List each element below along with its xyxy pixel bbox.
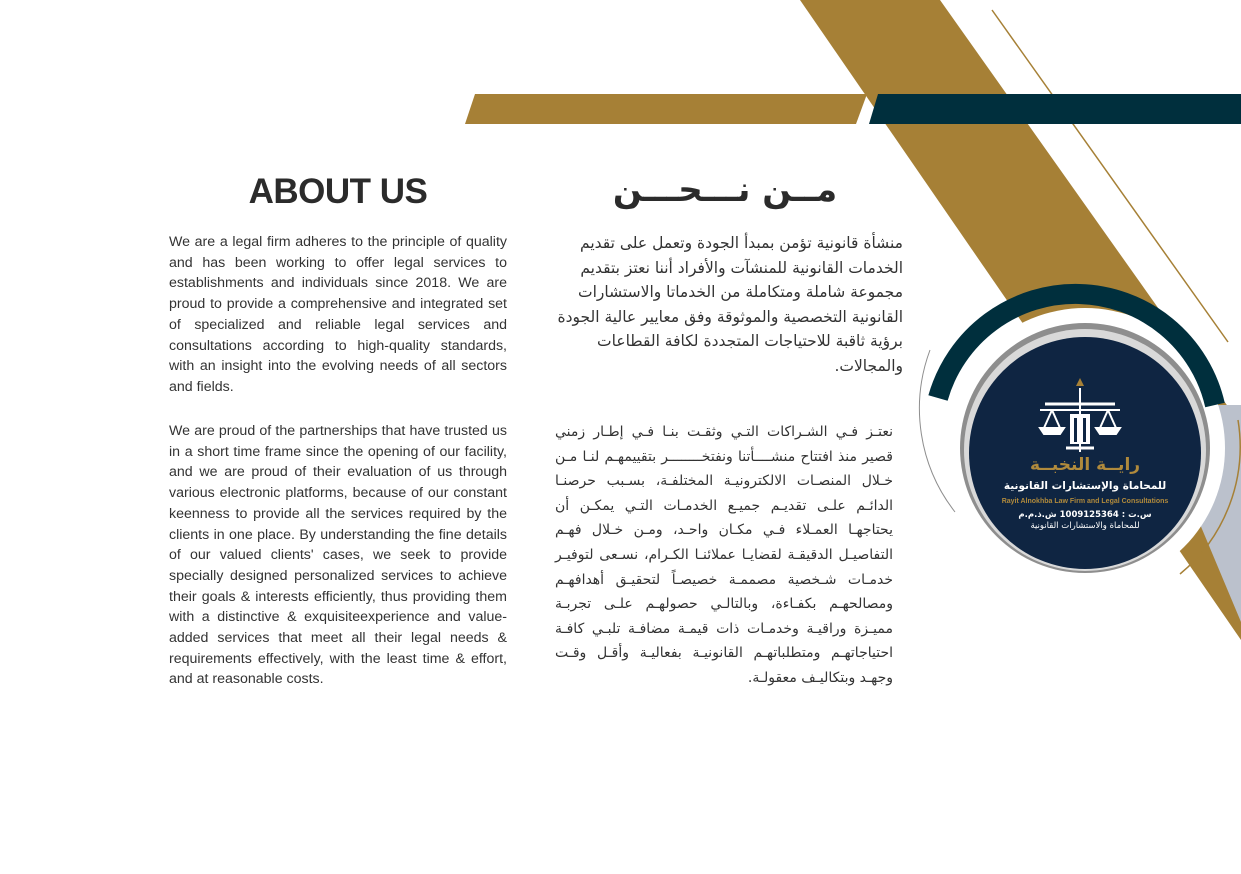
logo-name-english: Rayit Alnokhba Law Firm and Legal Consultations — [1001, 498, 1169, 505]
gold-horizontal-bar — [465, 94, 867, 124]
logo-subtitle-arabic: للمحاماة والإستشارات القانونية — [1003, 480, 1167, 492]
logo-registration-subtitle: للمحاماة والاستشارات القانونية — [1030, 521, 1140, 531]
navy-horizontal-bar — [869, 94, 1241, 124]
about-us-heading-arabic: مــن نـــحـــن — [612, 170, 838, 210]
about-paragraph-1-arabic: منشأة قانونية تؤمن بمبدأ الجودة وتعمل على تقديم الخدمات القانونية للمنشآت والأفراد أننا نعتز بتقديم مجموعة شاملة ومتكاملة من الخدماتا والاستشارات القانونية التخصصية والموثوقة وفق معايير عالية الجودة برؤية ثاقبة للاحتياجات المتجددة لكافة القطاعات والمجالات. — [557, 234, 903, 375]
logo-registration: س.ت : 1009125364 ش.ذ.م.م — [1018, 510, 1152, 520]
about-paragraph-2: We are proud of the partnerships that have trusted us in a short time frame since the opening of our facility, and we are proud of their evaluation of us through various electronic platforms, because of our constant keenness to provide all the services required by the clients in one place. By understanding the fine details of our valued clients' cases, we seek to provide specially designed personalized services to achieve their goals & interests efficiently, thus providing them with a distinctive & exquisiteexperience and value-added services that meet all their legal needs & requirements effectively, with the least time & effort, and at reasonable costs. — [169, 423, 507, 688]
logo-navy-disc — [969, 337, 1201, 569]
about-paragraph-2-arabic: نعتـز فـي الشـراكات التـي وثقـت بنـا فـي إطـار زمني قصير منذ افتتاح منشــــأتنا ونفتخــــــــر بتقييمهـم لنـا مـن خـلال المنصـات الالكترونيـة المختلفـة، بسـبب حرصنـا الدائـم علـى تقديـم جميـع الخدمـات التـي يمكـن أن يحتاجهـا العمـلاء فـي مكـان واحـد، ومـن خـلال فهـم التفاصيـل الدقيقـة لقضايـا عملائنـا الكـرام، نسـعى لتوفيـر خدمـات شـخصية مصممـة خصيصـاً لتحقيـق أهدافهـم ومصالحهـم بكفـاءة، وبالتالـي حصولهـم علـى تجربـة مميـزة وراقيـة وخدمـات ذات قيمـة مضافـة تلبـي كافـة احتياجاتهـم ومتطلباتهـم القانونيـة بفعاليـة وأقـل وقـت وجهـد وبتكاليـف معقولـة. — [555, 424, 893, 686]
about-us-heading: ABOUT US — [248, 172, 428, 211]
logo-name-arabic: رايــة النخبــة — [1029, 455, 1141, 475]
about-paragraph-1: We are a legal firm adheres to the principle of quality and has been working to offer legal services to establishments and individuals since 2018. We are proud to provide a comprehensive and integrated set of specialized and reliable legal services and consultations according to high-quality standards, with an insight into the evolving needs of all sectors and fields. — [169, 234, 507, 395]
